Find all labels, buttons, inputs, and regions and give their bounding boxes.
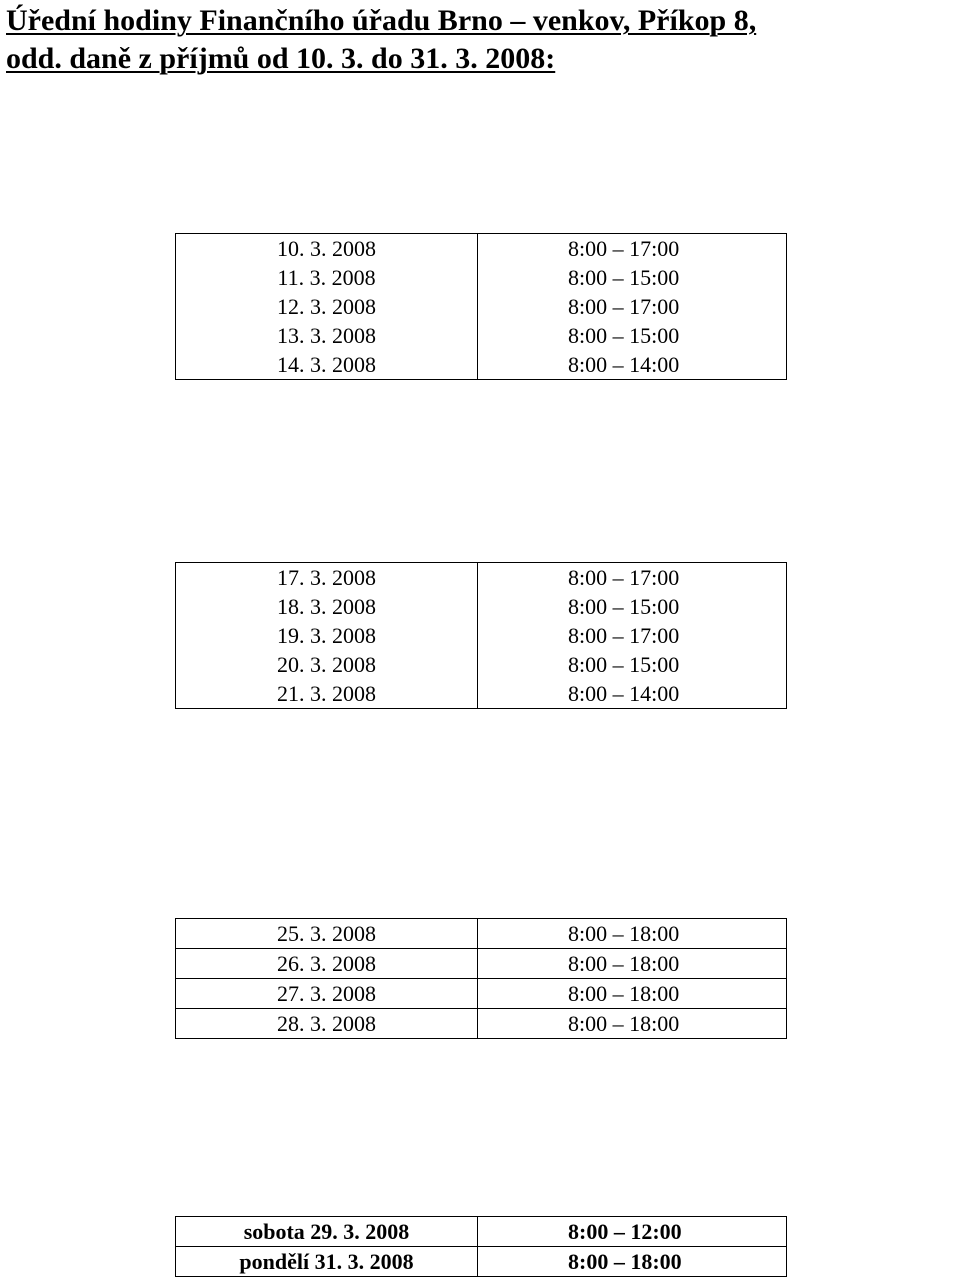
- table-row: [176, 621, 787, 650]
- table-row: [176, 263, 787, 292]
- hours-cell: 8:00 – 17:00: [478, 234, 787, 264]
- date-cell: 19. 3. 2008: [176, 621, 478, 650]
- title-line-2: odd. daně z příjmů od 10. 3. do 31. 3. 2008:: [6, 42, 556, 75]
- date-cell: 26. 3. 2008: [176, 949, 478, 979]
- table-row: [176, 1009, 787, 1039]
- schedule-table-week-1: [175, 233, 787, 380]
- hours-cell: 8:00 – 12:00: [478, 1217, 787, 1247]
- table-row: [176, 563, 787, 593]
- date-cell: 17. 3. 2008: [176, 563, 478, 593]
- table-row: [176, 350, 787, 380]
- table-row: [176, 1247, 787, 1277]
- date-cell: sobota 29. 3. 2008: [176, 1217, 478, 1247]
- date-cell: 21. 3. 2008: [176, 679, 478, 709]
- hours-cell: 8:00 – 17:00: [478, 563, 787, 593]
- hours-cell: 8:00 – 18:00: [478, 919, 787, 949]
- date-cell: 11. 3. 2008: [176, 263, 478, 292]
- date-cell: 28. 3. 2008: [176, 1009, 478, 1039]
- date-cell: 18. 3. 2008: [176, 592, 478, 621]
- hours-cell: 8:00 – 18:00: [478, 949, 787, 979]
- table-row: [176, 234, 787, 264]
- hours-cell: 8:00 – 17:00: [478, 292, 787, 321]
- date-cell: 14. 3. 2008: [176, 350, 478, 380]
- table-row: [176, 949, 787, 979]
- date-cell: 10. 3. 2008: [176, 234, 478, 264]
- date-cell: 13. 3. 2008: [176, 321, 478, 350]
- date-cell: pondělí 31. 3. 2008: [176, 1247, 478, 1277]
- table-row: [176, 1217, 787, 1247]
- date-cell: 20. 3. 2008: [176, 650, 478, 679]
- hours-cell: 8:00 – 15:00: [478, 650, 787, 679]
- table-row: [176, 650, 787, 679]
- hours-cell: 8:00 – 18:00: [478, 979, 787, 1009]
- hours-cell: 8:00 – 18:00: [478, 1247, 787, 1277]
- schedule-table-final-days: [175, 1216, 787, 1277]
- table-row: [176, 292, 787, 321]
- hours-cell: 8:00 – 14:00: [478, 679, 787, 709]
- schedule-table-week-3: [175, 918, 787, 1039]
- title-line-1: Úřední hodiny Finančního úřadu Brno – venkov, Příkop 8,: [6, 4, 757, 37]
- hours-cell: 8:00 – 17:00: [478, 621, 787, 650]
- schedule-table-week-2: [175, 562, 787, 709]
- hours-cell: 8:00 – 15:00: [478, 592, 787, 621]
- table-row: [176, 979, 787, 1009]
- hours-cell: 8:00 – 15:00: [478, 321, 787, 350]
- table-row: [176, 679, 787, 709]
- date-cell: 27. 3. 2008: [176, 979, 478, 1009]
- hours-cell: 8:00 – 14:00: [478, 350, 787, 380]
- table-row: [176, 919, 787, 949]
- date-cell: 12. 3. 2008: [176, 292, 478, 321]
- table-row: [176, 321, 787, 350]
- page-title: [6, 2, 756, 78]
- hours-cell: 8:00 – 18:00: [478, 1009, 787, 1039]
- hours-cell: 8:00 – 15:00: [478, 263, 787, 292]
- date-cell: 25. 3. 2008: [176, 919, 478, 949]
- table-row: [176, 592, 787, 621]
